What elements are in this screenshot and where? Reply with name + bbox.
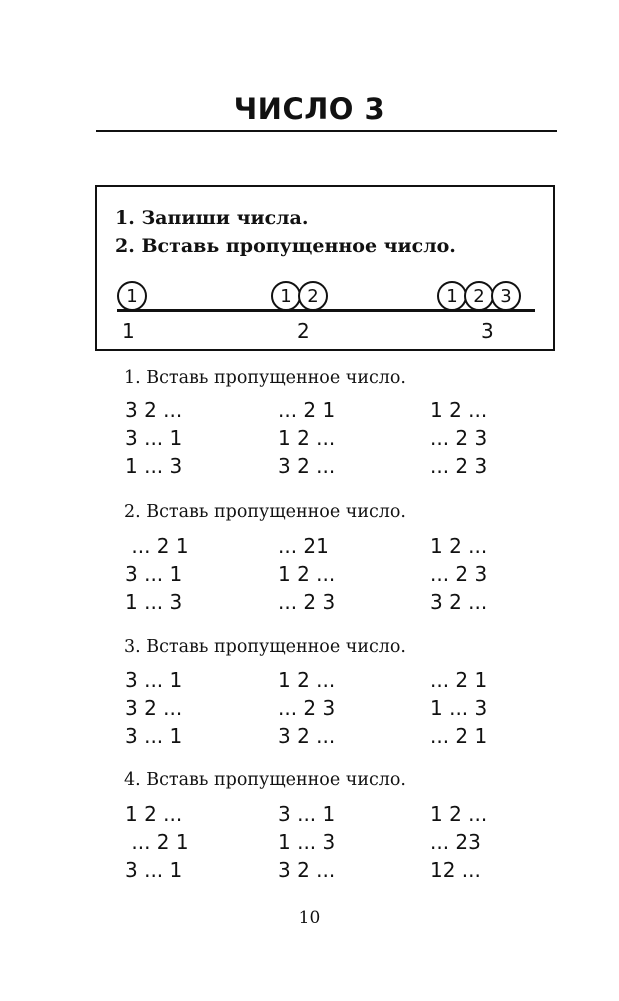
instruction-box bbox=[95, 185, 555, 351]
exercise-cell: ... 2 3 bbox=[278, 696, 336, 720]
exercise-cell: 1 ... 3 bbox=[430, 696, 488, 720]
page-title: ЧИСЛО 3 bbox=[233, 92, 386, 126]
exercise-cell: 1 ... 3 bbox=[125, 454, 183, 478]
exercise-title: 3. Вставь пропущенное число. bbox=[124, 637, 406, 657]
exercise-row bbox=[0, 668, 619, 696]
exercise-cell: ... 2 1 bbox=[125, 534, 189, 558]
circle-one: 1 bbox=[117, 281, 147, 311]
exercise-row bbox=[0, 696, 619, 724]
exercise-cell: 3 2 ... bbox=[125, 398, 183, 422]
instruction-1: 1. Запиши числа. bbox=[115, 207, 309, 229]
circle-group-2 bbox=[271, 281, 325, 311]
exercise-cell: 3 ... 1 bbox=[125, 668, 183, 692]
circle-group-1 bbox=[117, 281, 144, 311]
exercise-cell: 3 ... 1 bbox=[278, 802, 336, 826]
exercise-cell: 1 2 ... bbox=[278, 562, 336, 586]
exercise-cell: 1 2 ... bbox=[430, 802, 488, 826]
exercise-cell: 1 2 ... bbox=[430, 534, 488, 558]
exercise-row bbox=[0, 590, 619, 618]
exercise-cell: 3 ... 1 bbox=[125, 426, 183, 450]
exercise-cell: 3 2 ... bbox=[278, 724, 336, 748]
circle-group-3 bbox=[437, 281, 518, 311]
exercise-cell: ... 2 3 bbox=[430, 426, 488, 450]
exercise-cell: ... 21 bbox=[278, 534, 329, 558]
exercise-cell: ... 2 3 bbox=[430, 454, 488, 478]
exercise-row bbox=[0, 562, 619, 590]
exercise-row bbox=[0, 454, 619, 482]
exercise-cell: ... 2 1 bbox=[430, 668, 488, 692]
circle-two: 2 bbox=[298, 281, 328, 311]
number-label-1: 1 bbox=[122, 319, 135, 343]
page-number: 10 bbox=[298, 908, 321, 928]
circle-three: 3 bbox=[491, 281, 521, 311]
exercise-cell: 3 2 ... bbox=[430, 590, 488, 614]
exercise-title: 2. Вставь пропущенное число. bbox=[124, 502, 406, 522]
circle-one: 1 bbox=[437, 281, 467, 311]
exercise-cell: ... 2 3 bbox=[278, 590, 336, 614]
exercise-cell: 1 2 ... bbox=[278, 668, 336, 692]
number-label-2: 2 bbox=[297, 319, 310, 343]
exercise-cell: 3 ... 1 bbox=[125, 858, 183, 882]
exercise-cell: ... 2 1 bbox=[125, 830, 189, 854]
exercise-cell: 1 2 ... bbox=[430, 398, 488, 422]
exercise-cell: 1 2 ... bbox=[278, 426, 336, 450]
exercise-cell: 3 2 ... bbox=[278, 454, 336, 478]
exercise-row bbox=[0, 802, 619, 830]
exercise-cell: ... 2 3 bbox=[430, 562, 488, 586]
exercise-cell: 3 2 ... bbox=[278, 858, 336, 882]
exercise-cell: 3 2 ... bbox=[125, 696, 183, 720]
exercise-cell: 12 ... bbox=[430, 858, 481, 882]
circle-two: 2 bbox=[464, 281, 494, 311]
exercise-cell: ... 2 1 bbox=[278, 398, 336, 422]
circle-one: 1 bbox=[271, 281, 301, 311]
number-label-3: 3 bbox=[481, 319, 494, 343]
exercise-cell: ... 2 1 bbox=[430, 724, 488, 748]
instruction-2: 2. Вставь пропущенное число. bbox=[115, 235, 456, 257]
exercise-row bbox=[0, 426, 619, 454]
exercise-cell: 3 ... 1 bbox=[125, 724, 183, 748]
exercise-title: 4. Вставь пропущенное число. bbox=[124, 770, 406, 790]
exercise-cell: ... 23 bbox=[430, 830, 481, 854]
exercise-row bbox=[0, 858, 619, 886]
exercise-cell: 3 ... 1 bbox=[125, 562, 183, 586]
exercise-title: 1. Вставь пропущенное число. bbox=[124, 368, 406, 388]
exercise-row bbox=[0, 724, 619, 752]
exercise-cell: 1 2 ... bbox=[125, 802, 183, 826]
title-underline bbox=[96, 130, 557, 132]
exercise-cell: 1 ... 3 bbox=[278, 830, 336, 854]
exercise-row bbox=[0, 830, 619, 858]
exercise-row bbox=[0, 398, 619, 426]
exercise-cell: 1 ... 3 bbox=[125, 590, 183, 614]
exercise-row bbox=[0, 534, 619, 562]
